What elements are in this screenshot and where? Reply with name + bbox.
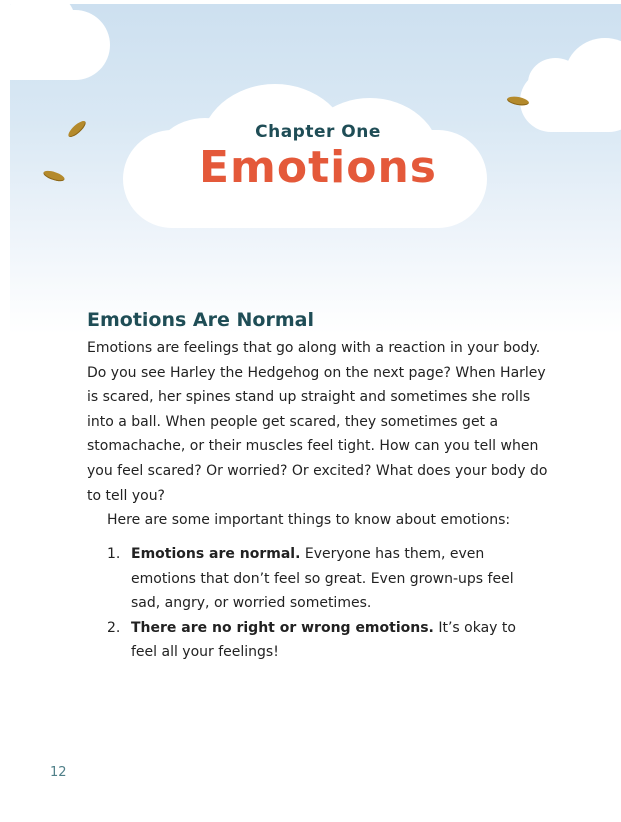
list-item-number: 1.	[107, 546, 121, 562]
list-item-bold: Emotions are normal.	[131, 546, 301, 562]
list-item	[107, 616, 527, 665]
list-intro: Here are some important things to know about emotions:	[107, 512, 511, 528]
chapter-title: Emotions	[199, 142, 437, 193]
page-number: 12	[50, 765, 67, 780]
chapter-label: Chapter One	[255, 122, 381, 142]
list-item-text: It’s okay to feel all your feelings!	[131, 619, 516, 660]
list-item-bold: There are no right or wrong emotions.	[131, 619, 434, 636]
list-item-text: Everyone has them, even emotions that don’t feel so great. Even grown-ups feel sad, angry, or worried sometimes.	[131, 546, 514, 611]
list-item	[107, 542, 527, 616]
section-heading: Emotions Are Normal	[87, 309, 314, 331]
emotions-facts-list	[107, 542, 527, 665]
body-paragraph: Emotions are feelings that go along with a reaction in your body. Do you see Harley the Hedgehog on the next page? When Harley is scared, her spines stand up straight and sometimes she rolls into a ball. When people get scared, they sometimes get a stomachache, or their muscles feel tight. How can you tell when you feel scared? Or worried? Or excited? What does your body do to tell you?	[87, 340, 548, 504]
list-item-number: 2.	[107, 619, 121, 636]
